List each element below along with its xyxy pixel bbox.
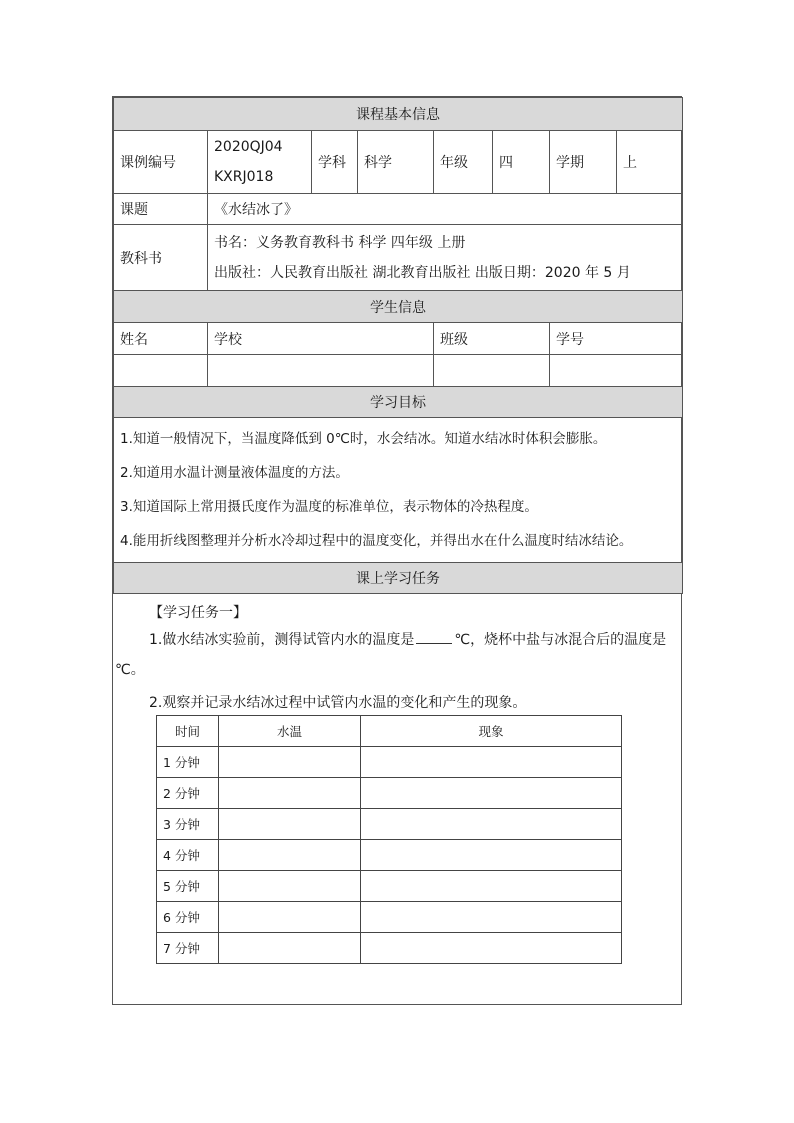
phenomenon-cell[interactable]	[361, 747, 622, 778]
topic-label: 课题	[114, 194, 208, 225]
term-value: 上	[617, 131, 683, 194]
lesson-worksheet	[112, 96, 682, 1005]
time-cell: 1 分钟	[157, 747, 219, 778]
case-no-line2: KXRJ018	[214, 169, 274, 185]
time-cell: 3 分钟	[157, 809, 219, 840]
phenomenon-cell[interactable]	[361, 902, 622, 933]
goal-item-2: 2.知道用水温计测量液体温度的方法。	[120, 465, 349, 481]
case-no-line1: 2020QJ04	[214, 139, 283, 155]
textbook-title-line: 书名：义务教育教科书 科学 四年级 上册	[214, 234, 466, 251]
question-1-end: ℃。	[115, 662, 145, 678]
textbook-label: 教科书	[114, 225, 208, 291]
table-row	[157, 840, 622, 871]
question-2: 2.观察并记录水结冰过程中试管内水温的变化和产生的现象。	[149, 695, 527, 711]
question-1-text-a: 1.做水结冰实验前，测得试管内水的温度是	[149, 632, 415, 648]
table-row	[157, 933, 622, 964]
table-row	[157, 747, 622, 778]
course-info-table	[113, 97, 683, 594]
name-field[interactable]	[114, 355, 208, 387]
school-label: 学校	[208, 323, 434, 355]
water-temp-cell[interactable]	[219, 871, 361, 902]
case-no-label: 课例编号	[114, 131, 208, 194]
time-cell: 7 分钟	[157, 933, 219, 964]
class-label: 班级	[434, 323, 550, 355]
header-time: 时间	[157, 716, 219, 747]
case-no-value	[208, 131, 312, 194]
name-label: 姓名	[114, 323, 208, 355]
grade-value: 四	[493, 131, 550, 194]
water-temp-cell[interactable]	[219, 809, 361, 840]
school-field[interactable]	[208, 355, 434, 387]
subject-label: 学科	[312, 131, 358, 194]
textbook-publisher-line: 出版社：人民教育出版社 湖北教育出版社 出版日期：2020 年 5 月	[214, 264, 631, 281]
time-cell: 4 分钟	[157, 840, 219, 871]
textbook-value	[208, 225, 683, 291]
phenomenon-cell[interactable]	[361, 840, 622, 871]
class-field[interactable]	[434, 355, 550, 387]
goal-item-4: 4.能用折线图整理并分析水冷却过程中的温度变化，并得出水在什么温度时结冰结论。	[120, 533, 633, 549]
term-label: 学期	[550, 131, 617, 194]
section-header-goals: 学习目标	[114, 387, 683, 418]
observation-table	[156, 715, 622, 964]
water-temp-cell[interactable]	[219, 778, 361, 809]
phenomenon-cell[interactable]	[361, 778, 622, 809]
question-1	[149, 629, 666, 649]
header-water-temp: 水温	[219, 716, 361, 747]
time-cell: 2 分钟	[157, 778, 219, 809]
goal-item-3: 3.知道国际上常用摄氏度作为温度的标准单位，表示物体的冷热程度。	[120, 499, 538, 515]
student-id-label: 学号	[550, 323, 683, 355]
subject-value: 科学	[358, 131, 434, 194]
section-header-student-info: 学生信息	[114, 291, 683, 323]
topic-value: 《水结冰了》	[208, 194, 683, 225]
goal-item-1: 1.知道一般情况下，当温度降低到 0℃时，水会结冰。知道水结冰时体积会膨胀。	[120, 431, 607, 447]
header-phenomenon: 现象	[361, 716, 622, 747]
water-temp-cell[interactable]	[219, 902, 361, 933]
table-row	[157, 778, 622, 809]
observation-header-row	[157, 716, 622, 747]
phenomenon-cell[interactable]	[361, 871, 622, 902]
task-title: 【学习任务一】	[149, 605, 247, 621]
goals-list	[114, 418, 683, 563]
water-temp-cell[interactable]	[219, 933, 361, 964]
table-row	[157, 871, 622, 902]
phenomenon-cell[interactable]	[361, 809, 622, 840]
section-header-basic-info: 课程基本信息	[114, 98, 683, 131]
time-cell: 5 分钟	[157, 871, 219, 902]
water-temp-cell[interactable]	[219, 747, 361, 778]
grade-label: 年级	[434, 131, 493, 194]
phenomenon-cell[interactable]	[361, 933, 622, 964]
table-row	[157, 902, 622, 933]
table-row	[157, 809, 622, 840]
water-temp-cell[interactable]	[219, 840, 361, 871]
student-id-field[interactable]	[550, 355, 683, 387]
water-temp-blank[interactable]	[416, 631, 452, 644]
task-area	[113, 593, 681, 1004]
section-header-tasks: 课上学习任务	[114, 563, 683, 594]
question-1-text-b: ℃，烧杯中盐与冰混合后的温度是	[454, 632, 667, 648]
time-cell: 6 分钟	[157, 902, 219, 933]
